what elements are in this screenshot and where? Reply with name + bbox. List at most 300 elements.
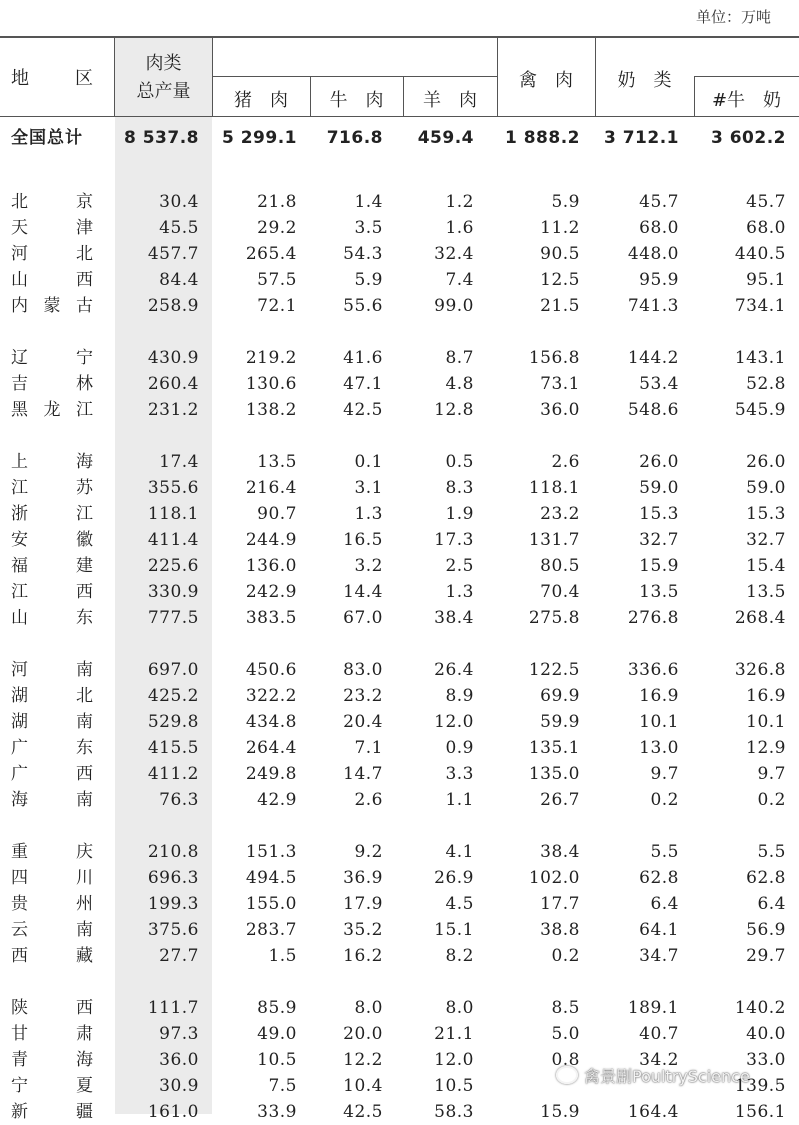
- region-char: 海: [11, 790, 28, 810]
- table-row: [0, 1021, 799, 1047]
- cell-poultry: 8.5: [551, 998, 580, 1018]
- region-name: [11, 735, 93, 761]
- cell-poultry: 102.0: [528, 868, 580, 888]
- cell-meat-total: 430.9: [147, 348, 199, 368]
- cell-cow-milk: 52.8: [746, 374, 786, 394]
- region-char: 津: [76, 218, 93, 238]
- cell-beef: 42.5: [343, 1102, 383, 1122]
- cell-poultry: 0.8: [551, 1050, 580, 1070]
- cell-meat-total: 97.3: [159, 1024, 199, 1044]
- cell-beef: 716.8: [326, 128, 383, 148]
- cell-cow-milk: 32.7: [746, 530, 786, 550]
- cell-beef: 42.5: [343, 400, 383, 420]
- cell-milk: 164.4: [627, 1102, 679, 1122]
- region-char: 云: [11, 920, 28, 940]
- cell-milk: 10.1: [639, 712, 679, 732]
- cell-milk: 9.7: [650, 764, 679, 784]
- cell-beef: 54.3: [343, 244, 383, 264]
- region-name: [11, 475, 93, 501]
- cell-mutton: 58.3: [434, 1102, 474, 1122]
- cell-mutton: 1.9: [445, 504, 474, 524]
- cell-mutton: 1.3: [445, 582, 474, 602]
- cell-cow-milk: 545.9: [734, 400, 786, 420]
- cell-beef: 67.0: [343, 608, 383, 628]
- table-row: [0, 605, 799, 631]
- table-header-bottom-rule: [0, 116, 799, 117]
- cell-beef: 14.4: [343, 582, 383, 602]
- cell-mutton: 8.2: [445, 946, 474, 966]
- cell-milk: 34.2: [639, 1050, 679, 1070]
- cell-poultry: 17.7: [540, 894, 580, 914]
- cell-pork: 130.6: [245, 374, 297, 394]
- header-region-char-2: 区: [75, 68, 93, 89]
- cell-poultry: 21.5: [540, 296, 580, 316]
- cell-milk: 64.1: [639, 920, 679, 940]
- region-char: 福: [11, 556, 28, 576]
- table-row: [0, 397, 799, 423]
- cell-pork: 21.8: [257, 192, 297, 212]
- table-row: [0, 579, 799, 605]
- region-char: 南: [76, 790, 93, 810]
- table-top-rule: [0, 36, 799, 38]
- cell-milk: 26.0: [639, 452, 679, 472]
- cell-milk: 6.4: [650, 894, 679, 914]
- cell-beef: 16.5: [343, 530, 383, 550]
- cell-mutton: 12.0: [434, 1050, 474, 1070]
- cell-pork: 265.4: [245, 244, 297, 264]
- region-char: 南: [76, 660, 93, 680]
- cell-pork: 42.9: [257, 790, 297, 810]
- cell-pork: 138.2: [245, 400, 297, 420]
- cell-meat-total: 529.8: [147, 712, 199, 732]
- cell-meat-total: 411.4: [147, 530, 199, 550]
- cell-mutton: 1.2: [445, 192, 474, 212]
- total-row: [0, 125, 799, 151]
- cell-pork: 49.0: [257, 1024, 297, 1044]
- cell-mutton: 8.3: [445, 478, 474, 498]
- cell-milk: 548.6: [627, 400, 679, 420]
- cell-beef: 7.1: [354, 738, 383, 758]
- cell-meat-total: 118.1: [147, 504, 199, 524]
- table-row: [0, 527, 799, 553]
- cell-milk: 0.2: [650, 790, 679, 810]
- region-name: [11, 891, 93, 917]
- cell-milk: 32.7: [639, 530, 679, 550]
- cell-meat-total: 375.6: [147, 920, 199, 940]
- cell-mutton: 21.1: [434, 1024, 474, 1044]
- region-name: [11, 1073, 93, 1099]
- cell-beef: 9.2: [354, 842, 383, 862]
- cell-milk: 53.4: [639, 374, 679, 394]
- header-region-char-1: 地: [11, 68, 29, 89]
- cell-mutton: 0.5: [445, 452, 474, 472]
- region-name: [11, 267, 93, 293]
- region-char: 黑: [11, 400, 28, 420]
- cell-pork: 7.5: [268, 1076, 297, 1096]
- region-char: 江: [11, 478, 28, 498]
- table-row: [0, 267, 799, 293]
- table-row: [0, 293, 799, 319]
- region-char: 浙: [11, 504, 28, 524]
- cell-beef: 35.2: [343, 920, 383, 940]
- cell-mutton: 38.4: [434, 608, 474, 628]
- unit-label: 单位：万吨: [695, 8, 771, 26]
- cell-milk: 62.8: [639, 868, 679, 888]
- region-char: 河: [11, 244, 28, 264]
- cell-poultry: 5.0: [551, 1024, 580, 1044]
- cell-milk: 59.0: [639, 478, 679, 498]
- region-name: [11, 1021, 93, 1047]
- header-cow-milk: #牛 奶: [711, 90, 782, 111]
- cell-poultry: 59.9: [540, 712, 580, 732]
- region-char: 京: [76, 192, 93, 212]
- region-name: [11, 839, 93, 865]
- cell-poultry: 5.9: [551, 192, 580, 212]
- header-meat-total-line-1: 肉类: [145, 53, 182, 74]
- cell-pork: 33.9: [257, 1102, 297, 1122]
- region-name: [11, 449, 93, 475]
- cell-milk: 276.8: [627, 608, 679, 628]
- region-char: 湖: [11, 712, 28, 732]
- cell-cow-milk: 156.1: [734, 1102, 786, 1122]
- region-char: 西: [76, 998, 93, 1018]
- cell-cow-milk: 139.5: [734, 1076, 786, 1096]
- table-row: [0, 735, 799, 761]
- cell-poultry: 23.2: [540, 504, 580, 524]
- cell-pork: 434.8: [245, 712, 297, 732]
- cell-beef: 36.9: [343, 868, 383, 888]
- cell-pork: 264.4: [245, 738, 297, 758]
- region-name: [11, 917, 93, 943]
- cell-milk: 40.7: [639, 1024, 679, 1044]
- cell-mutton: 10.5: [434, 1076, 474, 1096]
- cell-milk: 144.2: [627, 348, 679, 368]
- cell-meat-total: 111.7: [147, 998, 199, 1018]
- region-name: [11, 241, 93, 267]
- header-beef: 牛 肉: [329, 90, 384, 111]
- cell-milk: 448.0: [627, 244, 679, 264]
- region-char: 甘: [11, 1024, 28, 1044]
- cell-cow-milk: 10.1: [746, 712, 786, 732]
- cell-mutton: 1.6: [445, 218, 474, 238]
- region-char: 辽: [11, 348, 28, 368]
- table-row: [0, 345, 799, 371]
- cell-cow-milk: 33.0: [746, 1050, 786, 1070]
- cell-pork: 13.5: [257, 452, 297, 472]
- meat-subheader-rule: [212, 76, 497, 77]
- cell-beef: 20.0: [343, 1024, 383, 1044]
- cell-cow-milk: 62.8: [746, 868, 786, 888]
- cell-poultry: 156.8: [528, 348, 580, 368]
- header-region: [11, 64, 93, 90]
- cell-cow-milk: 13.5: [746, 582, 786, 602]
- region-char: 龙: [43, 400, 61, 420]
- region-char: 西: [76, 270, 93, 290]
- cell-pork: 383.5: [245, 608, 297, 628]
- cell-poultry: 12.5: [540, 270, 580, 290]
- cell-cow-milk: 143.1: [734, 348, 786, 368]
- cell-poultry: 0.2: [551, 946, 580, 966]
- cell-beef: 5.9: [354, 270, 383, 290]
- cell-milk: 16.9: [639, 686, 679, 706]
- cell-poultry: 135.1: [528, 738, 580, 758]
- cell-milk: 95.9: [639, 270, 679, 290]
- table-row: [0, 189, 799, 215]
- milk-subheader-rule: [694, 76, 799, 77]
- cell-pork: 1.5: [268, 946, 297, 966]
- region-char: 蒙: [43, 296, 61, 316]
- cell-poultry: 1 888.2: [504, 128, 580, 148]
- cell-beef: 41.6: [343, 348, 383, 368]
- cell-mutton: 8.0: [445, 998, 474, 1018]
- cell-poultry: 131.7: [528, 530, 580, 550]
- cell-mutton: 3.3: [445, 764, 474, 784]
- cell-cow-milk: 29.7: [746, 946, 786, 966]
- table-row: [0, 891, 799, 917]
- region-char: 西: [76, 582, 93, 602]
- cell-mutton: 12.0: [434, 712, 474, 732]
- region-char: 新: [11, 1102, 28, 1122]
- region-char: 山: [11, 270, 28, 290]
- cell-mutton: 12.8: [434, 400, 474, 420]
- region-char: 南: [76, 712, 93, 732]
- region-char: 天: [11, 218, 28, 238]
- region-name: [11, 995, 93, 1021]
- cell-beef: 17.9: [343, 894, 383, 914]
- region-name: [11, 761, 93, 787]
- cell-meat-total: 17.4: [159, 452, 199, 472]
- region-char: 安: [11, 530, 28, 550]
- table-row: [0, 865, 799, 891]
- cell-meat-total: 27.7: [159, 946, 199, 966]
- region-name: [11, 501, 93, 527]
- cell-cow-milk: 45.7: [746, 192, 786, 212]
- cell-pork: 242.9: [245, 582, 297, 602]
- cell-cow-milk: 15.3: [746, 504, 786, 524]
- cell-poultry: 80.5: [540, 556, 580, 576]
- table-row: [0, 995, 799, 1021]
- cell-mutton: 15.1: [434, 920, 474, 940]
- cell-poultry: 135.0: [528, 764, 580, 784]
- cell-pork: 85.9: [257, 998, 297, 1018]
- table-row: [0, 709, 799, 735]
- region-char: 徽: [76, 530, 93, 550]
- region-name: [11, 579, 93, 605]
- cell-beef: 12.2: [343, 1050, 383, 1070]
- region-char: 川: [76, 868, 93, 888]
- table-row: [0, 787, 799, 813]
- cell-milk: 68.0: [639, 218, 679, 238]
- table-row: [0, 371, 799, 397]
- region-char: 西: [76, 764, 93, 784]
- region-char: 南: [76, 920, 93, 940]
- cell-beef: 8.0: [354, 998, 383, 1018]
- cell-beef: 55.6: [343, 296, 383, 316]
- cell-pork: 151.3: [245, 842, 297, 862]
- cell-meat-total: 697.0: [147, 660, 199, 680]
- cell-poultry: 69.9: [540, 686, 580, 706]
- header-meat-total: [115, 50, 212, 106]
- cell-pork: 155.0: [245, 894, 297, 914]
- cell-cow-milk: 268.4: [734, 608, 786, 628]
- header-milk: 奶 类: [617, 70, 672, 91]
- cell-meat-total: 30.4: [159, 192, 199, 212]
- cell-pork: 322.2: [245, 686, 297, 706]
- region-name: [11, 787, 93, 813]
- cell-poultry: 11.2: [540, 218, 580, 238]
- cell-mutton: 4.1: [445, 842, 474, 862]
- cell-pork: 219.2: [245, 348, 297, 368]
- cell-poultry: 73.1: [540, 374, 580, 394]
- region-name: [11, 397, 93, 423]
- cell-milk: 189.1: [627, 998, 679, 1018]
- region-char: 西: [11, 946, 28, 966]
- cell-meat-total: 415.5: [147, 738, 199, 758]
- header-mutton: 羊 肉: [423, 90, 477, 111]
- region-name: [11, 527, 93, 553]
- cell-poultry: 15.9: [540, 1102, 580, 1122]
- region-char: 北: [76, 244, 93, 264]
- region-char: 北: [76, 686, 93, 706]
- cell-cow-milk: 6.4: [757, 894, 786, 914]
- cell-milk: 45.7: [639, 192, 679, 212]
- cell-cow-milk: 9.7: [757, 764, 786, 784]
- cell-meat-total: 76.3: [159, 790, 199, 810]
- cell-poultry: 118.1: [528, 478, 580, 498]
- table-row: [0, 475, 799, 501]
- region-char: 北: [11, 192, 28, 212]
- region-char: 青: [11, 1050, 28, 1070]
- region-char: 湖: [11, 686, 28, 706]
- cell-poultry: 26.7: [540, 790, 580, 810]
- cell-meat-total: 45.5: [159, 218, 199, 238]
- header-meat-total-line-2: 总产量: [136, 81, 191, 102]
- cell-poultry: 70.4: [540, 582, 580, 602]
- cell-meat-total: 8 537.8: [123, 128, 199, 148]
- region-name: 全国总计: [11, 128, 83, 148]
- region-char: 四: [11, 868, 28, 888]
- region-char: 建: [76, 556, 93, 576]
- cell-beef: 2.6: [354, 790, 383, 810]
- cell-cow-milk: 326.8: [734, 660, 786, 680]
- cell-beef: 83.0: [343, 660, 383, 680]
- cell-cow-milk: 3 602.2: [710, 128, 786, 148]
- table-row: [0, 657, 799, 683]
- region-name: [11, 683, 93, 709]
- cell-pork: 5 299.1: [221, 128, 297, 148]
- region-name: [11, 865, 93, 891]
- cell-meat-total: 210.8: [147, 842, 199, 862]
- cell-meat-total: 231.2: [147, 400, 199, 420]
- cell-beef: 1.4: [354, 192, 383, 212]
- cell-pork: 57.5: [257, 270, 297, 290]
- cell-pork: 10.5: [257, 1050, 297, 1070]
- region-char: 上: [11, 452, 28, 472]
- table-row: [0, 553, 799, 579]
- cell-poultry: 90.5: [540, 244, 580, 264]
- cell-beef: 16.2: [343, 946, 383, 966]
- cell-cow-milk: 440.5: [734, 244, 786, 264]
- cell-mutton: 4.8: [445, 374, 474, 394]
- cell-milk: 13.5: [639, 582, 679, 602]
- region-char: 河: [11, 660, 28, 680]
- cell-poultry: 2.6: [551, 452, 580, 472]
- region-char: 肃: [76, 1024, 93, 1044]
- region-char: 广: [11, 764, 28, 784]
- cell-cow-milk: 140.2: [734, 998, 786, 1018]
- cell-pork: 494.5: [245, 868, 297, 888]
- cell-meat-total: 30.9: [159, 1076, 199, 1096]
- region-char: 宁: [76, 348, 93, 368]
- region-char: 江: [76, 400, 93, 420]
- region-name: [11, 709, 93, 735]
- cell-meat-total: 777.5: [147, 608, 199, 628]
- cell-cow-milk: 15.4: [746, 556, 786, 576]
- header-poultry: 禽 肉: [519, 70, 573, 91]
- region-char: 陕: [11, 998, 28, 1018]
- cell-cow-milk: 68.0: [746, 218, 786, 238]
- cell-pork: 244.9: [245, 530, 297, 550]
- region-char: 贵: [11, 894, 28, 914]
- cell-beef: 47.1: [343, 374, 383, 394]
- cell-meat-total: 457.7: [147, 244, 199, 264]
- cell-meat-total: 355.6: [147, 478, 199, 498]
- cell-pork: 29.2: [257, 218, 297, 238]
- cell-beef: 20.4: [343, 712, 383, 732]
- region-name: [11, 345, 93, 371]
- region-char: 藏: [76, 946, 93, 966]
- cell-beef: 14.7: [343, 764, 383, 784]
- region-name: [11, 553, 93, 579]
- region-char: 东: [76, 608, 93, 628]
- cell-pork: 249.8: [245, 764, 297, 784]
- cell-mutton: 4.5: [445, 894, 474, 914]
- region-char: 山: [11, 608, 28, 628]
- cell-mutton: 17.3: [434, 530, 474, 550]
- region-name: [11, 605, 93, 631]
- cell-mutton: 459.4: [417, 128, 474, 148]
- cell-cow-milk: 95.1: [746, 270, 786, 290]
- cell-mutton: 26.9: [434, 868, 474, 888]
- cell-cow-milk: 26.0: [746, 452, 786, 472]
- region-name: [11, 1047, 93, 1073]
- table-row: [0, 1099, 799, 1125]
- cell-poultry: 36.0: [540, 400, 580, 420]
- cell-poultry: 38.4: [540, 842, 580, 862]
- region-char: 宁: [11, 1076, 28, 1096]
- cell-cow-milk: 5.5: [757, 842, 786, 862]
- region-name: [11, 215, 93, 241]
- cell-pork: 136.0: [245, 556, 297, 576]
- table-row: [0, 761, 799, 787]
- cell-mutton: 1.1: [445, 790, 474, 810]
- cell-meat-total: 425.2: [147, 686, 199, 706]
- region-char: 重: [11, 842, 28, 862]
- watermark-text: 禽景剧PoultryScience: [584, 1067, 750, 1086]
- region-char: 庆: [76, 842, 93, 862]
- cell-cow-milk: 40.0: [746, 1024, 786, 1044]
- table-row: [0, 839, 799, 865]
- cell-meat-total: 84.4: [159, 270, 199, 290]
- cell-cow-milk: 59.0: [746, 478, 786, 498]
- cell-milk: 15.9: [639, 556, 679, 576]
- cell-pork: 216.4: [245, 478, 297, 498]
- cell-milk: 336.6: [627, 660, 679, 680]
- region-char: 海: [76, 452, 93, 472]
- cell-poultry: 275.8: [528, 608, 580, 628]
- table-row: [0, 215, 799, 241]
- cell-beef: 0.1: [354, 452, 383, 472]
